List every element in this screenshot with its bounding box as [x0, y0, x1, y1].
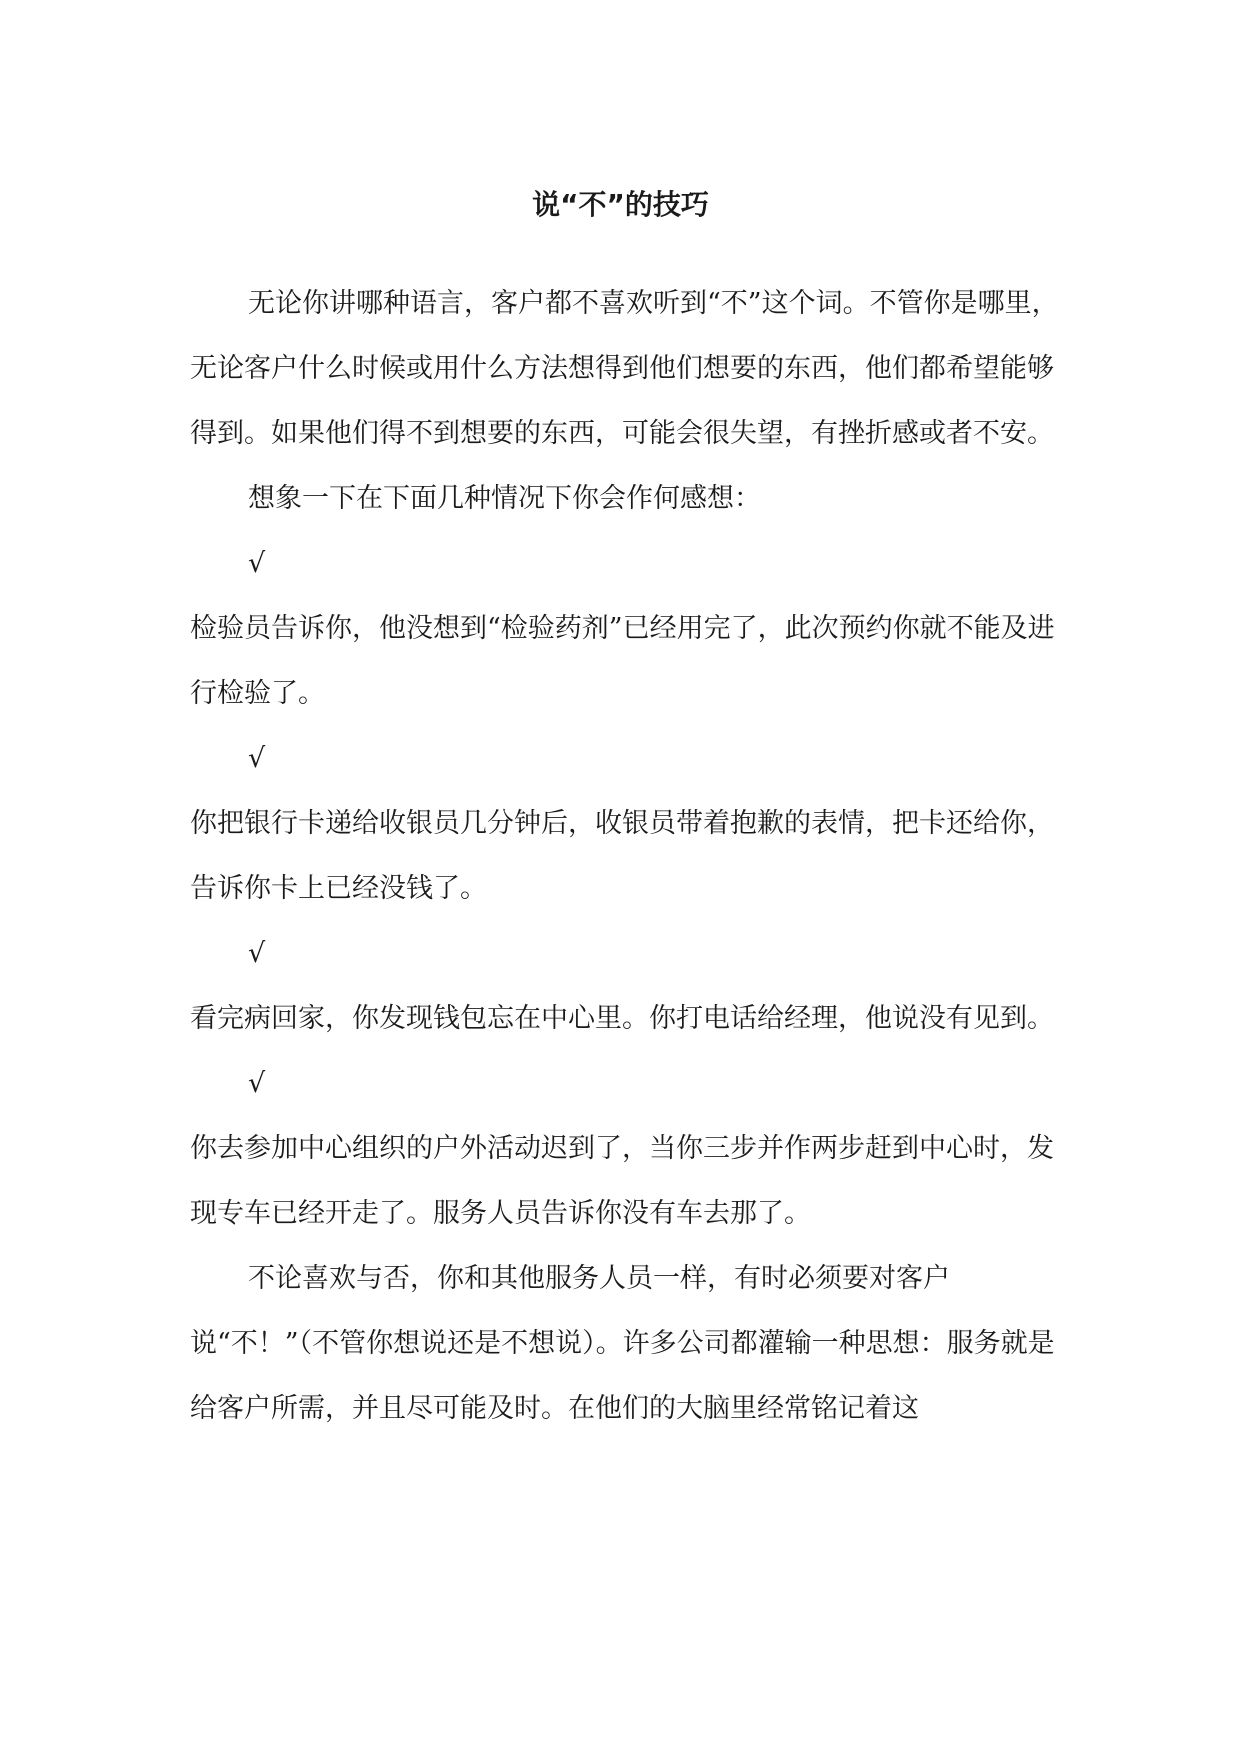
check-mark: √ [248, 938, 266, 969]
document-body [190, 271, 1060, 1441]
check-mark: √ [248, 1068, 266, 1099]
document-title: 说“不”的技巧 [532, 188, 709, 221]
check-mark: √ [248, 548, 266, 579]
check-mark: √ [248, 743, 266, 774]
scenario-wallet: 看完病回家，你发现钱包忘在中心里。你打电话给经理，他说没有见到。 [190, 1003, 1054, 1034]
scenario-bus: 你去参加中心组织的户外活动迟到了，当你三步并作两步赶到中心时，发现专车已经开走了。服务人员告诉你没有车去那了。 [190, 1133, 1054, 1229]
paragraph-intro: 无论你讲哪种语言，客户都不喜欢听到“不”这个词。不管你是哪里，无论客户什么时候或用什么方法想得到他们想要的东西，他们都希望能够得到。如果他们得不到想要的东西，可能会很失望，有挫折感或者不安。 [190, 288, 1059, 449]
scenario-inspector: 检验员告诉你，他没想到“检验药剂”已经用完了，此次预约你就不能及进行检验了。 [190, 613, 1055, 709]
paragraph-saying-no: 不论喜欢与否，你和其他服务人员一样，有时必须要对客户说“不！”（不管你想说还是不想说）。许多公司都灌输一种思想：服务就是给客户所需，并且尽可能及时。在他们的大脑里经常铭记着这 [190, 1263, 1055, 1424]
scenario-bank-card: 你把银行卡递给收银员几分钟后，收银员带着抱歉的表情，把卡还给你，告诉你卡上已经没钱了。 [190, 808, 1054, 904]
paragraph-imagine: 想象一下在下面几种情况下你会作何感想： [248, 483, 761, 514]
